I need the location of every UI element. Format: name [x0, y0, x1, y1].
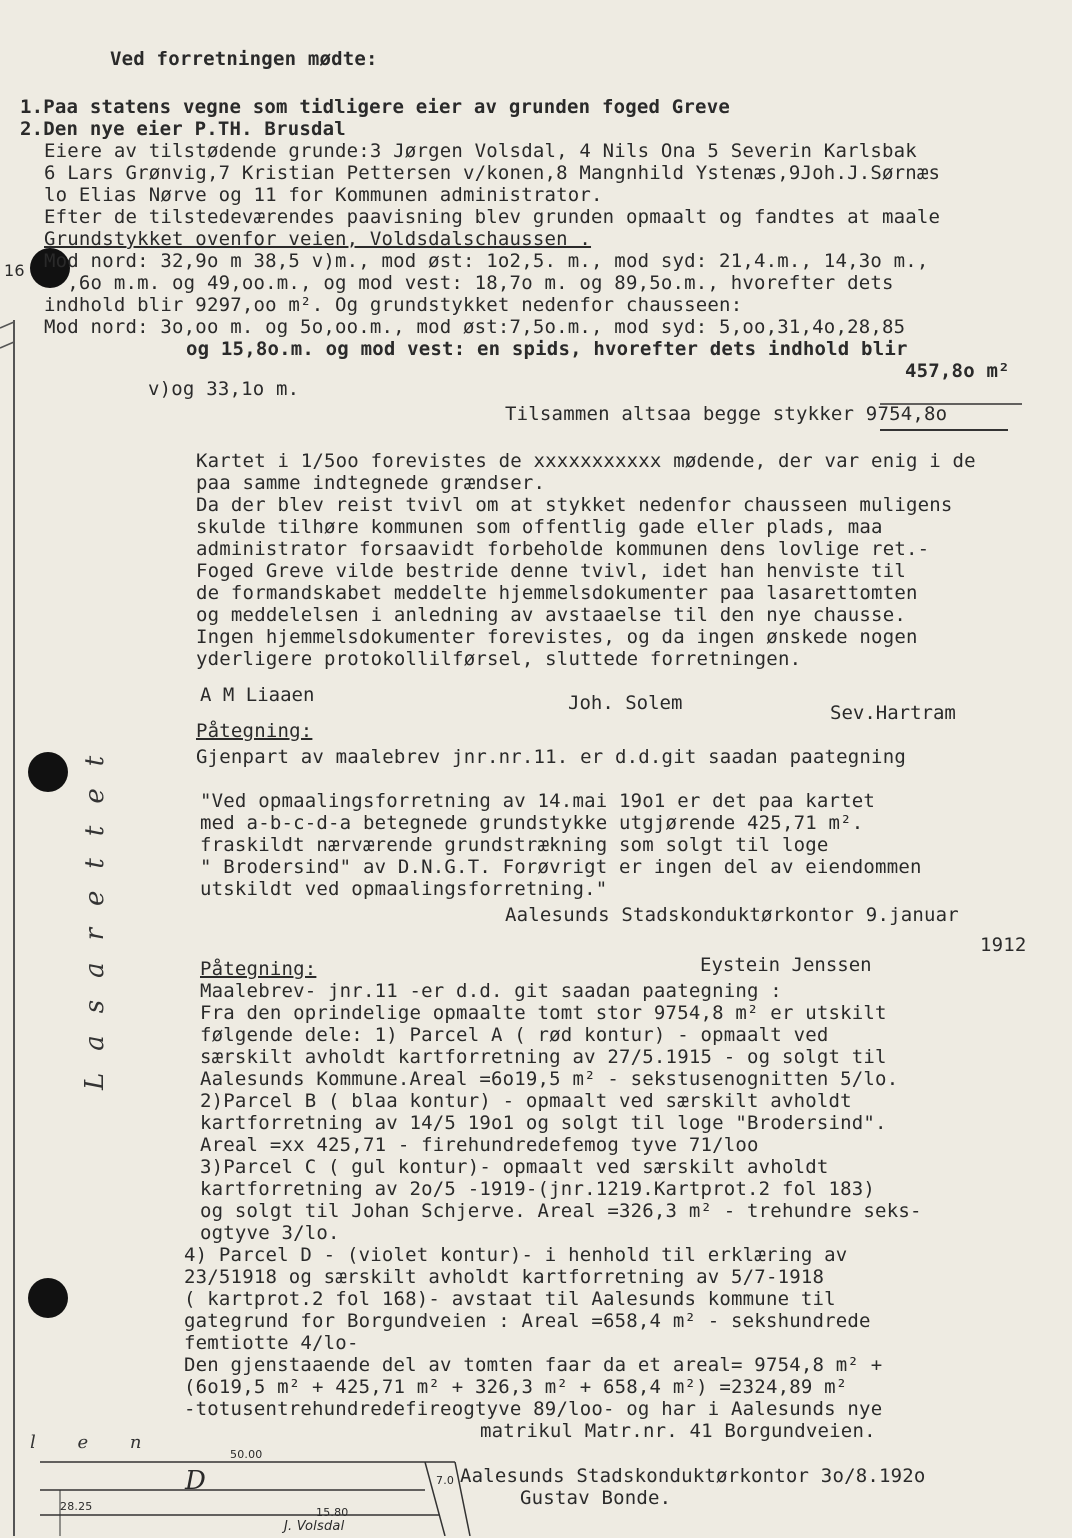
text-line: -totusentrehundredefireogtyve 89/loo- og har i Aalesunds nye: [184, 1398, 883, 1420]
text-line: Mod nord: 32,9o m 38,5 v)m., mod øst: 1o2,5. m., mod syd: 21,4.m., 14,3o m.,: [44, 250, 929, 272]
text-line: 2)Parcel B ( blaa kontur) - opmaalt ved særskilt avholdt: [200, 1090, 852, 1112]
sketch-letter: D: [185, 1466, 207, 1496]
text-line: Mod nord: 3o,oo m. og 5o,oo.m., mod øst:7,5o.m., mod syd: 5,oo,31,4o,28,85: [44, 316, 906, 338]
section-title: Påtegning:: [196, 720, 313, 742]
section-title: Påtegning:: [200, 958, 317, 980]
text-line: Aalesunds Kommune.Areal =6o19,5 m² - sekstusenognitten 5/lo.: [200, 1068, 899, 1090]
text-line: Aalesunds Stadskonduktørkontor 3o/8.192o: [460, 1465, 926, 1487]
signature: Sev.Hartram: [830, 702, 956, 724]
text-line: indhold blir 9297,oo m². Og grundstykket nedenfor chausseen:: [44, 294, 743, 316]
text-line: gategrund for Borgundveien : Areal =658,4 m² - sekshundrede: [184, 1310, 871, 1332]
text-line: Kartet i 1/5oo forevistes de xxxxxxxxxxx mødende, der var enig i de: [196, 450, 976, 472]
text-line: v)og 33,1o m.: [148, 378, 300, 400]
margin-bottom-label: l e n: [30, 1432, 160, 1453]
text-line: 3)Parcel C ( gul kontur)- opmaalt ved særskilt avholdt: [200, 1156, 829, 1178]
text-line: 1.Paa statens vegne som tidligere eier av grunden foged Greve: [20, 96, 730, 118]
sketch-owner: J. Volsdal: [284, 1519, 345, 1534]
text-line: Ingen hjemmelsdokumenter forevistes, og da ingen ønskede nogen: [196, 626, 918, 648]
sketch-dim-bottom: 15.80: [316, 1506, 349, 1519]
sketch-dim-left: 28.25: [60, 1500, 93, 1513]
text-line: Efter de tilstedeværendes paavisning blev grunden opmaalt og fandtes at maale: [44, 206, 941, 228]
header-line: Ved forretningen mødte:: [110, 48, 378, 70]
text-line: administrator forsaavidt forbeholde kommunen dens lovlige ret.-: [196, 538, 930, 560]
text-line: (6o19,5 m² + 425,71 m² + 326,3 m² + 658,4 m²) =2324,89 m²: [184, 1376, 848, 1398]
parcel-sketch: [40, 1462, 470, 1536]
text-line: Areal =xx 425,71 - firehundredefemog tyve 71/loo: [200, 1134, 759, 1156]
binder-hole-3: [28, 1278, 68, 1318]
text-line: Grundstykket ovenfor veien, Voldsdalschaussen .: [44, 228, 592, 250]
text-line: fraskildt nærværende grundstrækning som solgt til loge: [200, 834, 829, 856]
text-line: Gjenpart av maalebrev jnr.nr.11. er d.d.git saadan paategning: [196, 746, 906, 768]
text-line: Fra den oprindelige opmaalte tomt stor 9754,8 m² er utskilt: [200, 1002, 887, 1024]
text-line: kartforretning av 14/5 19o1 og solgt til loge "Brodersind".: [200, 1112, 887, 1134]
text-line: 457,8o m²: [905, 360, 1010, 382]
text-line: lo Elias Nørve og 11 for Kommunen administrator.: [44, 184, 603, 206]
text-line: 2.Den nye eier P.TH. Brusdal: [20, 118, 346, 140]
text-line: og meddelelsen i anledning av avstaaelse til den nye chausse.: [196, 604, 906, 626]
text-line: " Brodersind" av D.N.G.T. Forøvrigt er ingen del av eiendommen: [200, 856, 922, 878]
binder-hole-2: [28, 752, 68, 792]
text-line: yderligere protokollilførsel, sluttede forretningen.: [196, 648, 802, 670]
signature: Eystein Jenssen: [700, 954, 872, 976]
text-line: 23/51918 og særskilt avholdt kartforretning av 5/7-1918: [184, 1266, 825, 1288]
text-line: kartforretning av 2o/5 -1919-(jnr.1219.Kartprot.2 fol 183): [200, 1178, 876, 1200]
sketch-dim-top: 50.00: [230, 1448, 263, 1461]
text-line: særskilt avholdt kartforretning av 27/5.1915 - og solgt til: [200, 1046, 887, 1068]
text-line: "Ved opmaalingsforretning av 14.mai 19o1 er det paa kartet: [200, 790, 876, 812]
text-line: ( kartprot.2 fol 168)- avstaat til Aalesunds kommune til: [184, 1288, 836, 1310]
sketch-dim-right: 7.0: [436, 1474, 455, 1487]
text-line: utskildt ved opmaalingsforretning.": [200, 878, 608, 900]
text-line: Da der blev reist tvivl om at stykket nedenfor chausseen muligens: [196, 494, 953, 516]
text-line: Foged Greve vilde bestride denne tvivl, idet han henviste til: [196, 560, 906, 582]
text-line: og 15,8o.m. og mod vest: en spids, hvorefter dets indhold blir: [186, 338, 908, 360]
text-line: de formandskabet meddelte hjemmelsdokumenter paa lasarettomten: [196, 582, 918, 604]
text-line: ,6o m.m. og 49,oo.m., og mod vest: 18,7o m. og 89,5o.m., hvorefter dets: [44, 272, 894, 294]
text-line: ogtyve 3/lo.: [200, 1222, 340, 1244]
text-line: skulde tilhøre kommunen som offentlig gade eller plads, maa: [196, 516, 883, 538]
text-line: Eiere av tilstødende grunde:3 Jørgen Volsdal, 4 Nils Ona 5 Severin Karlsbak: [44, 140, 917, 162]
text-line: 4) Parcel D - (violet kontur)- i henhold til erklæring av: [184, 1244, 848, 1266]
signature: Gustav Bonde.: [520, 1487, 672, 1509]
signature: A M Liaaen: [200, 684, 315, 706]
text-line: paa samme indtegnede grændser.: [196, 472, 546, 494]
signature: Joh. Solem: [568, 692, 683, 714]
text-line: Maalebrev- jnr.11 -er d.d. git saadan paategning :: [200, 980, 782, 1002]
text-line: og solgt til Johan Schjerve. Areal =326,3 m² - trehundre seks-: [200, 1200, 922, 1222]
text-line: følgende dele: 1) Parcel A ( rød kontur) - opmaalt ved: [200, 1024, 829, 1046]
text-line: 6 Lars Grønvig,7 Kristian Pettersen v/konen,8 Mangnhild Ystenæs,9Joh.J.Sørnæs: [44, 162, 941, 184]
text-line: med a-b-c-d-a betegnede grundstykke utgjørende 425,71 m².: [200, 812, 864, 834]
text-line: Den gjenstaaende del av tomten faar da et areal= 9754,8 m² +: [184, 1354, 883, 1376]
margin-number: 16: [4, 261, 25, 280]
text-line: femtiotte 4/lo-: [184, 1332, 359, 1354]
margin-label-lasarettet: Lasarettet: [80, 733, 110, 1090]
text-line: Aalesunds Stadskonduktørkontor 9.januar: [505, 904, 959, 926]
total-line: Tilsammen altsaa begge stykker 9754,8o: [505, 403, 948, 425]
text-line: 1912: [980, 934, 1027, 956]
text-line: matrikul Matr.nr. 41 Borgundveien.: [480, 1420, 876, 1442]
